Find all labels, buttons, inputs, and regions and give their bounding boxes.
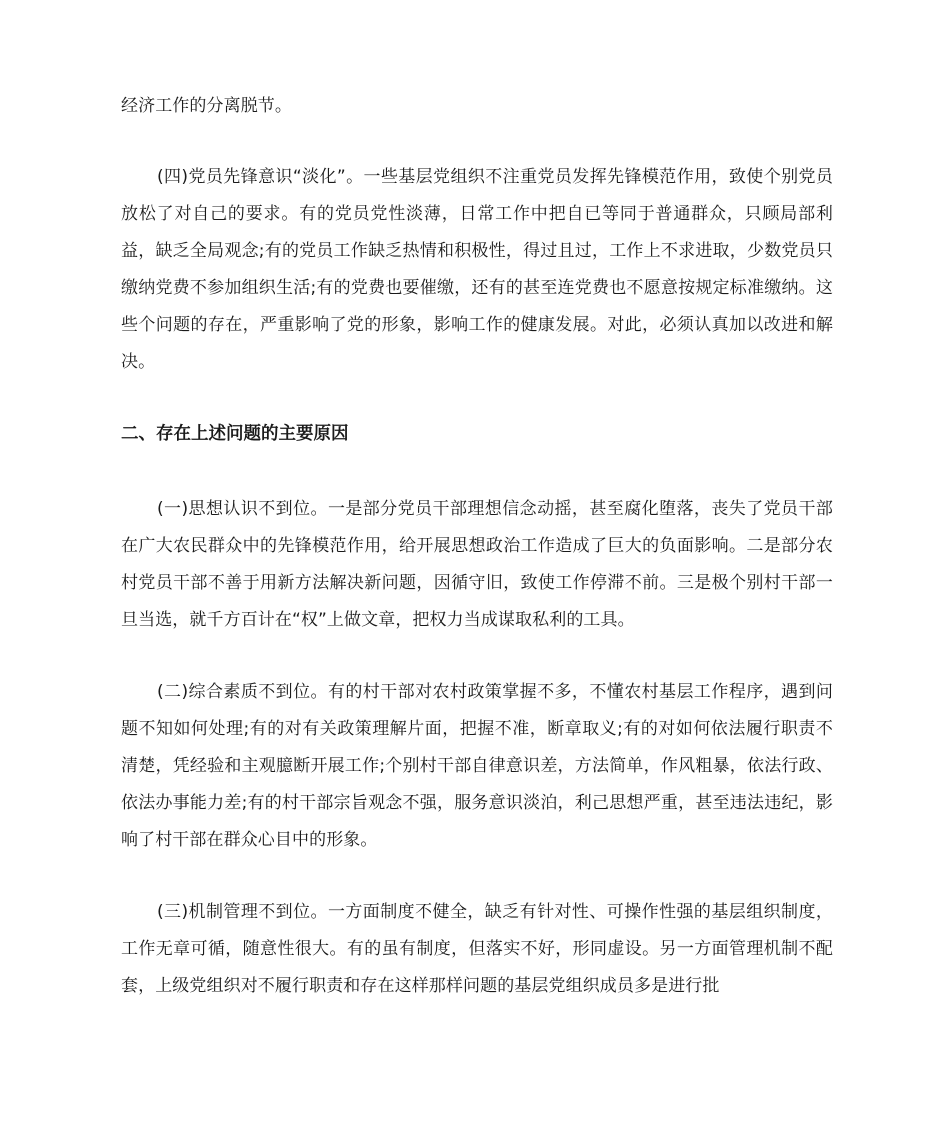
paragraph-comprehensive-quality: (二)综合素质不到位。有的村干部对农村政策掌握不多，不懂农村基层工作程序，遇到问题不知如何处理;有的对有关政策理解片面，把握不准，断章取义;有的对如何依法履行职责不清楚，凭经验和主观臆断开展工作;个别村干部自律意识差，方法简单，作风粗暴，依法行政、依法办事能力差;有的村干部宗旨观念不强，服务意识淡泊，利己思想严重，甚至违法违纪，影响了村干部在群众心目中的形象。 — [121, 682, 833, 850]
paragraph-mechanism-management: (三)机制管理不到位。一方面制度不健全，缺乏有针对性、可操作性强的基层组织制度，工作无章可循，随意性很大。有的虽有制度，但落实不好，形同虚设。另一方面管理机制不配套，上级党组织对不履行职责和存在这样那样问题的基层党组织成员多是进行批 — [121, 902, 833, 996]
section-heading: 二、存在上述问题的主要原因 — [121, 424, 349, 444]
paragraph-party-member-awareness: (四)党员先锋意识“淡化”。一些基层党组织不注重党员发挥先锋模范作用，致使个别党员放松了对自己的要求。有的党员党性淡薄，日常工作中把自已等同于普通群众，只顾局部利益，缺乏全局观念;有的党员工作缺乏热情和积极性，得过且过，工作上不求进取，少数党员只缴纳党费不参加组织生活;有的党费也要催缴，还有的甚至连党费也不愿意按规定标准缴纳。这些个问题的存在，严重影响了党的形象，影响工作的健康发展。对此，必须认真加以改进和解决。 — [121, 167, 833, 372]
paragraph-continuation: 经济工作的分离脱节。 — [121, 96, 292, 116]
paragraph-ideological-awareness: (一)思想认识不到位。一是部分党员干部理想信念动摇，甚至腐化堕落，丧失了党员干部在广大农民群众中的先锋模范作用，给开展思想政治工作造成了巨大的负面影响。二是部分农村党员干部不善于用新方法解决新问题，因循守旧，致使工作停滞不前。三是极个别村干部一旦当选，就千方百计在“权”上做文章，把权力当成谋取私利的工具。 — [121, 499, 833, 630]
